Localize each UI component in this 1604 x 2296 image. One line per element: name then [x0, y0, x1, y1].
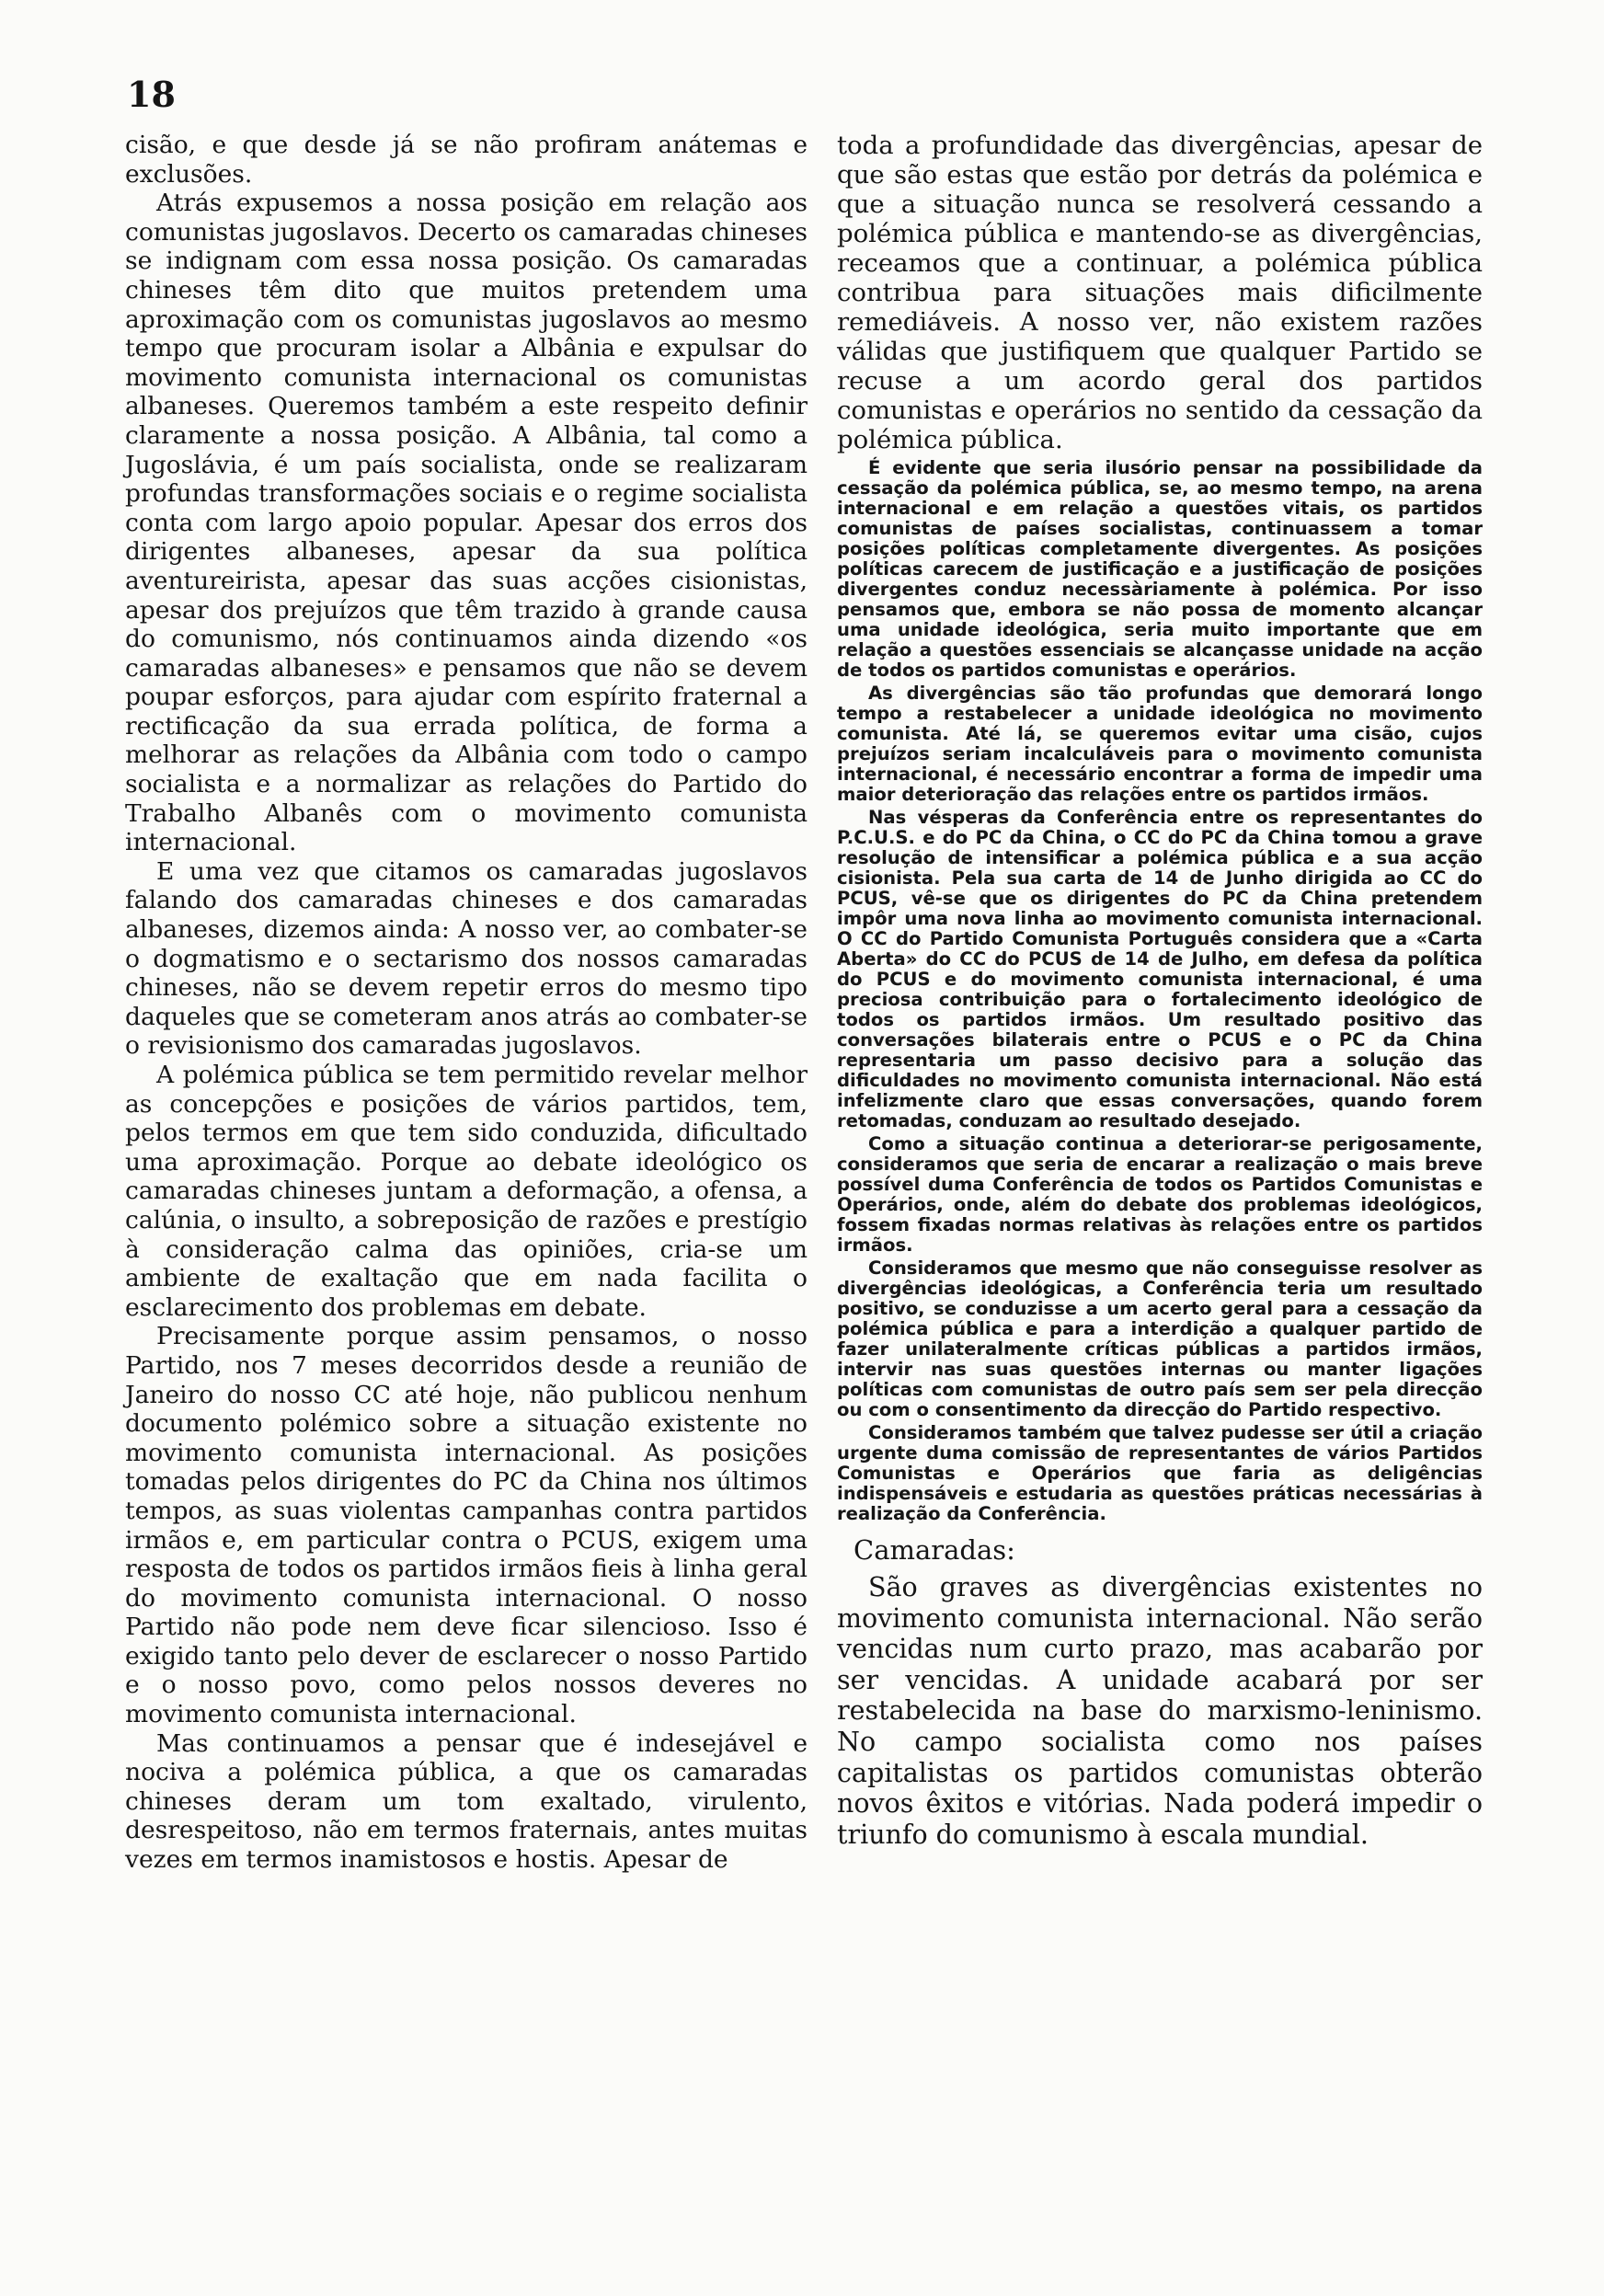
small-paragraph-3: Nas vésperas da Conferência entre os representantes do P.C.U.S. e do PC da China, o CC do PC da China tomou a grave resolução de intensificar a polémica pública e a sua acção cisionista. Pela sua carta de 14 de Junho dirigida ao CC do PCUS, vê-se que os dirigentes do PC da China pretendem impôr uma nova linha ao movimento comunista internacional. O CC do Partido Comunista Português considera que a «Carta Aberta» do CC do PCUS de 14 de Julho, em defesa da política do PCUS e do movimento comunista internacional, é uma preciosa contribuição para o fortalecimento ideológico de todos os partidos irmãos. Um resultado positivo das conversações bilaterais entre o PCUS e o PC da China representaria um passo decisivo para a solução das dificuldades no movimento comunista internacional. Não está infelizmente claro que essas conversações, quando forem retomadas, conduzam ao resultado desejado. — [837, 807, 1483, 1131]
left-paragraph-4: A polémica pública se tem permitido revelar melhor as concepções e posições de vários partidos, tem, pelos termos em que tem sido conduzida, dificultado uma aproximação. Porque ao debate ideológico os camaradas chineses juntam a deformação, a ofensa, a calúnia, o insulto, a sobreposição de razões e prestígio à consideração calma das opiniões, cria-se um ambiente de exaltação que em nada facilita o esclarecimento dos problemas em debate. — [125, 1061, 808, 1322]
closing-paragraph: São graves as divergências existentes no movimento comunista internacional. Não serão vencidas num curto prazo, mas acabarão por ser vencidas. A unidade acabará por ser restabelecida na base do marxismo-leninismo. No campo socialista como nos países capitalistas os partidos comunistas obterão novos êxitos e vitórias. Nada poderá impedir o triunfo do comunismo à escala mundial. — [837, 1572, 1483, 1850]
left-paragraph-3: E uma vez que citamos os camaradas jugoslavos falando dos camaradas chineses e dos camaradas albaneses, dizemos ainda: A nosso ver, ao combater-se o dogmatismo e o sectarismo dos nossos camaradas chineses, não se devem repetir erros do mesmo tipo daqueles que se cometeram anos atrás ao combater-se o revisionismo dos camaradas jugoslavos. — [125, 856, 808, 1061]
closing-section — [837, 1572, 1483, 1850]
left-paragraph-2: Atrás expusemos a nossa posição em relação aos comunistas jugoslavos. Decerto os camaradas chineses se indignam com essa nossa posição. Os camaradas chineses têm dito que muitos pretendem uma aproximação com os comunistas jugoslavos ao mesmo tempo que procuram isolar a Albânia e expulsar do movimento comunista internacional os comunistas albaneses. Queremos também a este respeito definir claramente a nossa posição. A Albânia, tal como a Jugoslávia, é um país socialista, onde se realizaram profundas transformações sociais e o regime socialista conta com largo apoio popular. Apesar dos erros dos dirigentes albaneses, apesar da sua política aventureirista, apesar das suas acções cisionistas, apesar dos prejuízos que têm trazido à grande causa do comunismo, nós continuamos ainda dizendo «os camaradas albaneses» e pensamos que não se devem poupar esforços, para ajudar com espírito fraternal a rectificação da sua errada política, de forma a melhorar as relações da Albânia com todo o campo socialista e a normalizar as relações do Partido do Trabalho Albanês com o movimento comunista internacional. — [125, 189, 808, 857]
small-paragraph-2: As divergências são tão profundas que demorará longo tempo a restabelecer a unidade ideológica no movimento comunista. Até lá, se queremos evitar uma cisão, cujos prejuízos seriam incalculáveis para o movimento comunista internacional, é necessário encontrar a forma de impedir uma maior deterioração das relações entre os partidos irmãos. — [837, 683, 1483, 805]
right-intro-paragraph: toda a profundidade das divergências, apesar de que são estas que estão por detrás da polémica e que a situação nunca se resolverá cessando a polémica pública e mantendo-se as divergências, receamos que a continuar, a polémica pública contribua para situações mais dificilmente remediáveis. A nosso ver, não existem razões válidas que justifiquem que qualquer Partido se recuse a um acordo geral dos partidos comunistas e operários no sentido da cessação da polémica pública. — [837, 131, 1483, 454]
section-heading: Camaradas: — [854, 1534, 1015, 1566]
small-paragraph-5: Consideramos que mesmo que não conseguisse resolver as divergências ideológicas, a Conferência teria um resultado positivo, se conduzisse a um acerto geral para a cessação da polémica pública e para a interdição a qualquer partido de fazer unilateralmente críticas públicas a partidos irmãos, intervir nas suas questões internas ou manter ligações políticas com comunistas de outro país sem ser pela direcção ou com o consentimento da direcção do Partido respectivo. — [837, 1257, 1483, 1420]
left-paragraph-6: Mas continuamos a pensar que é indesejável e nociva a polémica pública, a que os camaradas chineses deram um tom exaltado, virulento, desrespeitoso, não em termos fraternais, antes muitas vezes em termos inamistosos e hostis. Apesar de — [125, 1728, 808, 1875]
left-paragraph-1: cisão, e que desde já se não profiram anátemas e exclusões. — [125, 131, 808, 189]
small-print-section — [837, 458, 1483, 1524]
left-column — [125, 131, 808, 1875]
small-paragraph-1: É evidente que seria ilusório pensar na possibilidade da cessação da polémica pública, se, ao mesmo tempo, na arena internacional e em relação a questões vitais, os partidos comunistas de países socialistas, continuassem a tomar posições políticas completamente divergentes. As posições políticas carecem de justificação e a justificação de posições divergentes conduz necessàriamente à polémica. Por isso pensamos que, embora se não possa de momento alcançar uma unidade ideológica, seria muito importante que em relação a questões essenciais se alcançasse unidade na acção de todos os partidos comunistas e operários. — [837, 457, 1483, 681]
small-paragraph-4: Como a situação continua a deteriorar-se perigosamente, consideramos que seria de encarar a realização o mais breve possível duma Conferência de todos os Partidos Comunistas e Operários, onde, além do debate dos problemas ideológicos, fossem fixadas normas relativas às relações entre os partidos irmãos. — [837, 1133, 1483, 1256]
left-paragraph-5: Precisamente porque assim pensamos, o nosso Partido, nos 7 meses decorridos desde a reunião de Janeiro do nosso CC até hoje, não publicou nenhum documento polémico sobre a situação existente no movimento comunista internacional. As posições tomadas pelos dirigentes do PC da China nos últimos tempos, as suas violentas campanhas contra partidos irmãos e, em particular contra o PCUS, exigem uma resposta de todos os partidos irmãos fieis à linha geral do movimento comunista internacional. O nosso Partido não pode nem deve ficar silencioso. Isso é exigido tanto pelo dever de esclarecer o nosso Partido e o nosso povo, como pelos nossos deveres no movimento comunista internacional. — [125, 1322, 808, 1729]
small-paragraph-6: Consideramos também que talvez pudesse ser útil a criação urgente duma comissão de representantes de vários Partidos Comunistas e Operários que faria as deligências indispensáveis e estudaria as questões práticas necessárias à realização da Conferência. — [837, 1422, 1483, 1524]
right-column — [837, 131, 1483, 1850]
page-number: 18 — [127, 74, 176, 115]
